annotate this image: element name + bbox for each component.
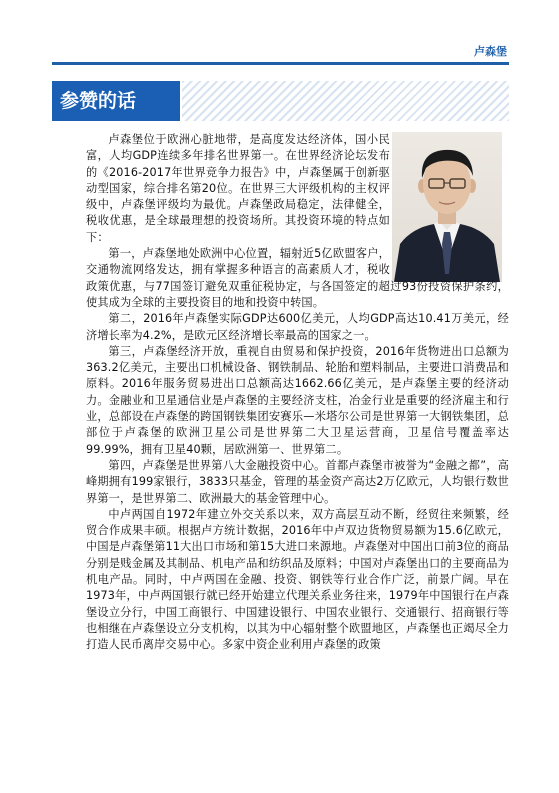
section-stripe-decoration xyxy=(182,81,509,121)
article-paragraph: 第三，卢森堡经济开放，重视自由贸易和保护投资，2016年货物进出口总额为363.2亿美元，主要出口机械设备、钢铁制品、轮胎和塑料制品，主要进口消费品和原料。2016年服务贸易进出口总额高达1662.66亿美元，是卢森堡主要的经济动力。金融业和卫星通信业是卢森堡的主要经济支柱，冶金行业是重要的经济雇主和行业，总部设在卢森堡的跨国钢铁集团安赛乐—米塔尔公司是世界第一大钢铁集团，总部位于卢森堡的欧洲卫星公司是世界第二大卫星运营商，卫星信号覆盖率达99.99%，拥有卫星40颗，居欧洲第一、世界第二。 xyxy=(86,344,509,456)
article-paragraph: 第二，2016年卢森堡实际GDP达600亿美元，人均GDP高达10.41万美元，经济增长率为4.2%，是欧元区经济增长率最高的国家之一。 xyxy=(86,312,509,342)
article-paragraph: 第四，卢森堡是世界第八大金融投资中心。首都卢森堡市被誉为“金融之都”，高峰期拥有199家银行，3833只基金，管理的基金资产高达2万亿欧元，人均银行数世界第一，是世界第二、欧洲最大的基金管理中心。 xyxy=(86,458,509,505)
article-paragraph: 第一，卢森堡地处欧洲中心位置，辐射近5亿欧盟客户，交通物流网络发达，拥有掌握多种语言的高素质人才，税收政策优惠，与77国签订避免双重征税协定，与各国签定的超过93份投资保护条约，使其成为全球的主要投资目的地和投资中转国。 xyxy=(86,247,509,309)
header-rule xyxy=(52,62,509,65)
header-country-label: 卢森堡 xyxy=(474,45,507,58)
article-paragraph: 卢森堡位于欧洲心脏地带，是高度发达经济体，国小民富，人均GDP连续多年排名世界第一。在世界经济论坛发布的《2016-2017年世界竞争力报告》中，卢森堡属于创新驱动型国家，综合排名第20位。在世界三大评级机构的主权评级中，卢森堡评级均为最优。卢森堡政局稳定，法律健全，税收优惠，是全球最理想的投资场所。其投资环境的特点如下： xyxy=(86,133,390,244)
article-body xyxy=(86,132,509,654)
section-title: 参赞的话 xyxy=(52,81,180,121)
article-paragraph: 中卢两国自1972年建立外交关系以来，双方高层互动不断，经贸往来频繁，经贸合作成果丰硕。根据卢方统计数据，2016年中卢双边货物贸易额为15.6亿欧元，中国是卢森堡第11大出口市场和第15大进口来源地。卢森堡对中国出口前3位的商品分别是贱金属及其制品、机电产品和纺织品及原料；中国对卢森堡出口的主要商品为机电产品。同时，中卢两国在金融、投资、钢铁等行业合作广泛，前景广阔。早在1973年，中卢两国银行就已经开始建立代理关系业务往来，1979年中国银行在卢森堡设立分行，中国工商银行、中国建设银行、中国农业银行、交通银行、招商银行等也相继在卢森堡设立分支机构，以其为中心辐射整个欧盟地区，卢森堡也正竭尽全力打造人民币离岸交易中心。多家中资企业利用卢森堡的政策 xyxy=(86,507,509,652)
portrait-wrap-spacer xyxy=(390,132,509,272)
